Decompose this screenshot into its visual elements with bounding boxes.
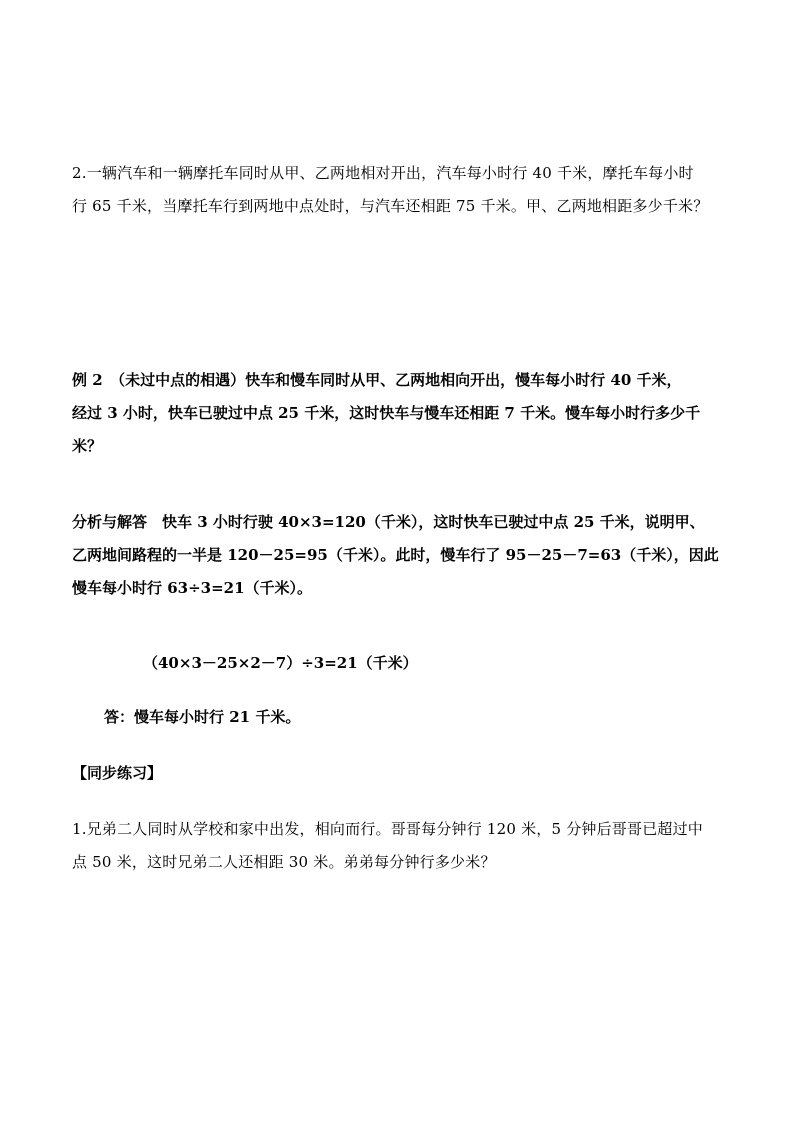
sync-practice-heading: 【同步练习】	[72, 764, 163, 782]
analysis-paragraph	[72, 506, 722, 605]
answer-line: 答：慢车每小时行 21 千米。	[104, 708, 301, 726]
practice-1-line-1: 1.兄弟二人同时从学校和家中出发，相向而行。哥哥每分钟行 120 米，5 分钟后哥哥已超过中	[72, 820, 703, 838]
example-2-line-3: 米？	[72, 437, 103, 455]
analysis-line-3: 慢车每小时行 63÷3=21（千米）。	[72, 579, 313, 597]
problem-2-line-1: 2.一辆汽车和一辆摩托车同时从甲、乙两地相对开出，汽车每小时行 40 千米，摩托车每小时	[72, 164, 694, 182]
example-2-line-1: 例 2 （未过中点的相遇）快车和慢车同时从甲、乙两地相向开出，慢车每小时行 40 千米，	[72, 371, 682, 389]
solution-formula: （40×3－25×2－7）÷3=21（千米）	[143, 654, 418, 672]
problem-2-paragraph	[72, 157, 722, 223]
problem-2-line-2: 行 65 千米，当摩托车行到两地中点处时，与汽车还相距 75 千米。甲、乙两地相距多少千米？	[72, 197, 709, 215]
practice-1-line-2: 点 50 米，这时兄弟二人还相距 30 米。弟弟每分钟行多少米？	[72, 853, 496, 871]
example-2-line-2: 经过 3 小时，快车已驶过中点 25 千米，这时快车与慢车还相距 7 千米。慢车每小时行多少千	[72, 404, 701, 422]
analysis-line-2: 乙两地间路程的一半是 120－25=95（千米）。此时，慢车行了 95－25－7=63（千米），因此	[72, 546, 719, 564]
analysis-line-1: 分析与解答 快车 3 小时行驶 40×3=120（千米），这时快车已驶过中点 25 千米，说明甲、	[72, 513, 705, 531]
practice-1-paragraph	[72, 813, 722, 879]
example-2-paragraph	[72, 364, 722, 463]
